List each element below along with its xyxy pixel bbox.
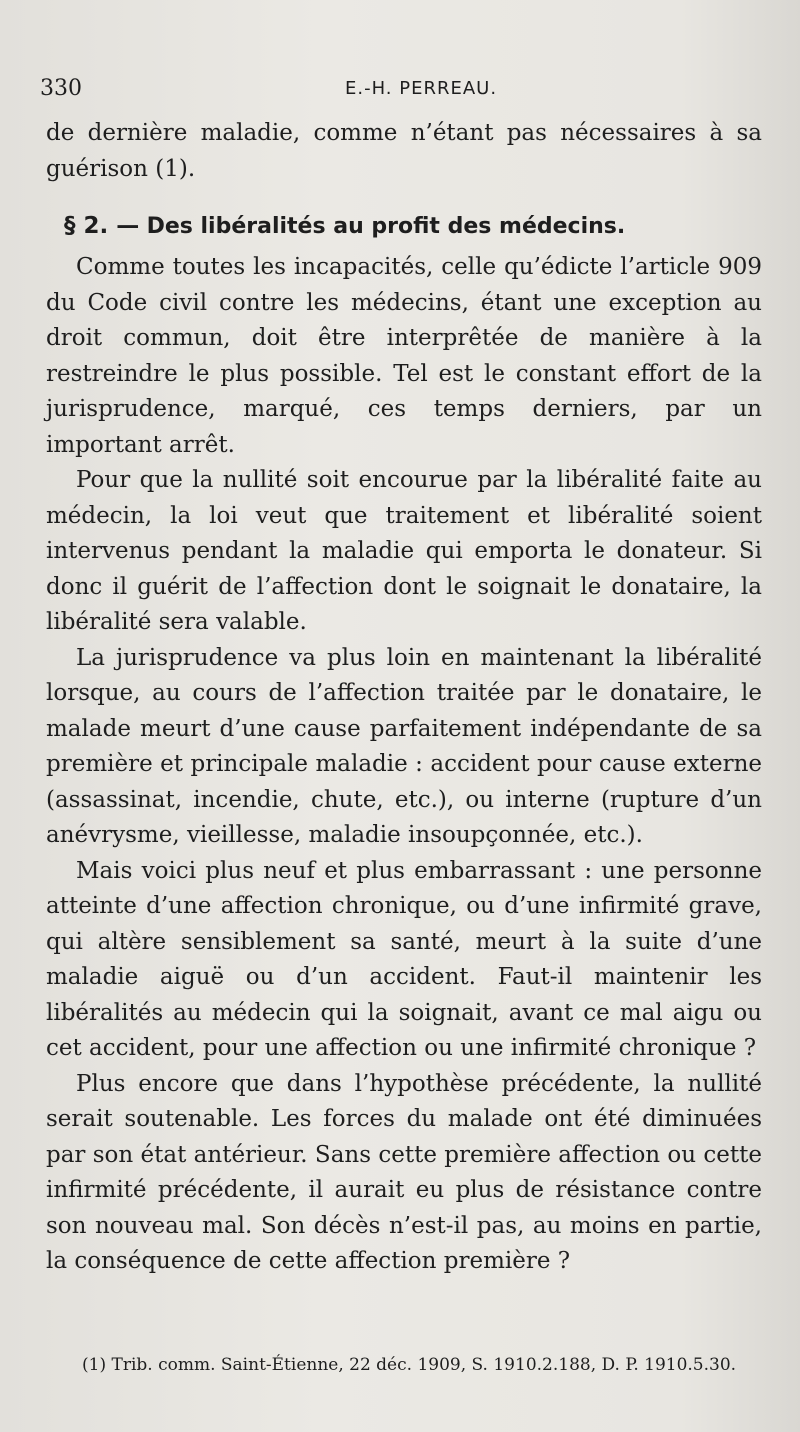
paragraph: La jurisprudence va plus loin en maintenant la libéralité lorsque, au cours de l’affection traitée par le donataire, le malade meurt d’une cause parfaitement indépendante de sa première et principale maladie : accident pour cause externe (assassinat, incendie, chute, etc.), ou interne (rupture d’un anévrysme, vieillesse, maladie insoupçonnée, etc.). <box>46 644 762 848</box>
footnote <box>60 1354 780 1376</box>
page-header <box>40 76 760 106</box>
paragraph: Mais voici plus neuf et plus embarrassant : une personne atteinte d’une affection chronique, ou d’une infirmité grave, qui altère sensiblement sa santé, meurt à la suite d’une maladie aiguë ou d’un accident. Faut-il maintenir les libéralités au médecin qui la soignait, avant ce mal aigu ou cet accident, pour une affection ou une infirmité chronique ? <box>46 857 762 1061</box>
footnote-text: Trib. comm. Saint-Étienne, 22 déc. 1909, S. 1910.2.188, D. P. 1910.5.30. <box>111 1355 737 1375</box>
paragraph: Pour que la nullité soit encourue par la libéralité faite au médecin, la loi veut que traitement et libéralité soient intervenus pendant la maladie qui emporta le donateur. Si donc il guérit de l’affection dont le soignait le donataire, la libéralité sera valable. <box>46 467 762 635</box>
page-body <box>46 116 762 1280</box>
section-title: Des libéralités au profit des médecins. <box>146 214 626 239</box>
page-number: 330 <box>40 76 82 101</box>
section-number: § 2. — <box>64 213 140 239</box>
paragraph: Plus encore que dans l’hypothèse précédente, la nullité serait soutenable. Les forces du malade ont été diminuées par son état antérieur. Sans cette première affection ou cette infirmité précédente, il aurait eu plus de résistance contre son nouveau mal. Son décès n’est-il pas, au moins en partie, la conséquence de cette affection première ? <box>46 1070 762 1274</box>
footnote-mark: (1) <box>82 1355 107 1375</box>
section-heading <box>46 209 762 244</box>
running-head: E.-H. PERREAU. <box>345 78 498 99</box>
paragraph-continuation: de dernière maladie, comme n’étant pas nécessaires à sa guérison (1). <box>46 120 762 182</box>
paragraph: Comme toutes les incapacités, celle qu’édicte l’article 909 du Code civil contre les médecins, étant une exception au droit commun, doit être interprêtée de manière à la restreindre le plus possible. Tel est le constant effort de la jurisprudence, marqué, ces temps derniers, par un important arrêt. <box>46 254 762 458</box>
